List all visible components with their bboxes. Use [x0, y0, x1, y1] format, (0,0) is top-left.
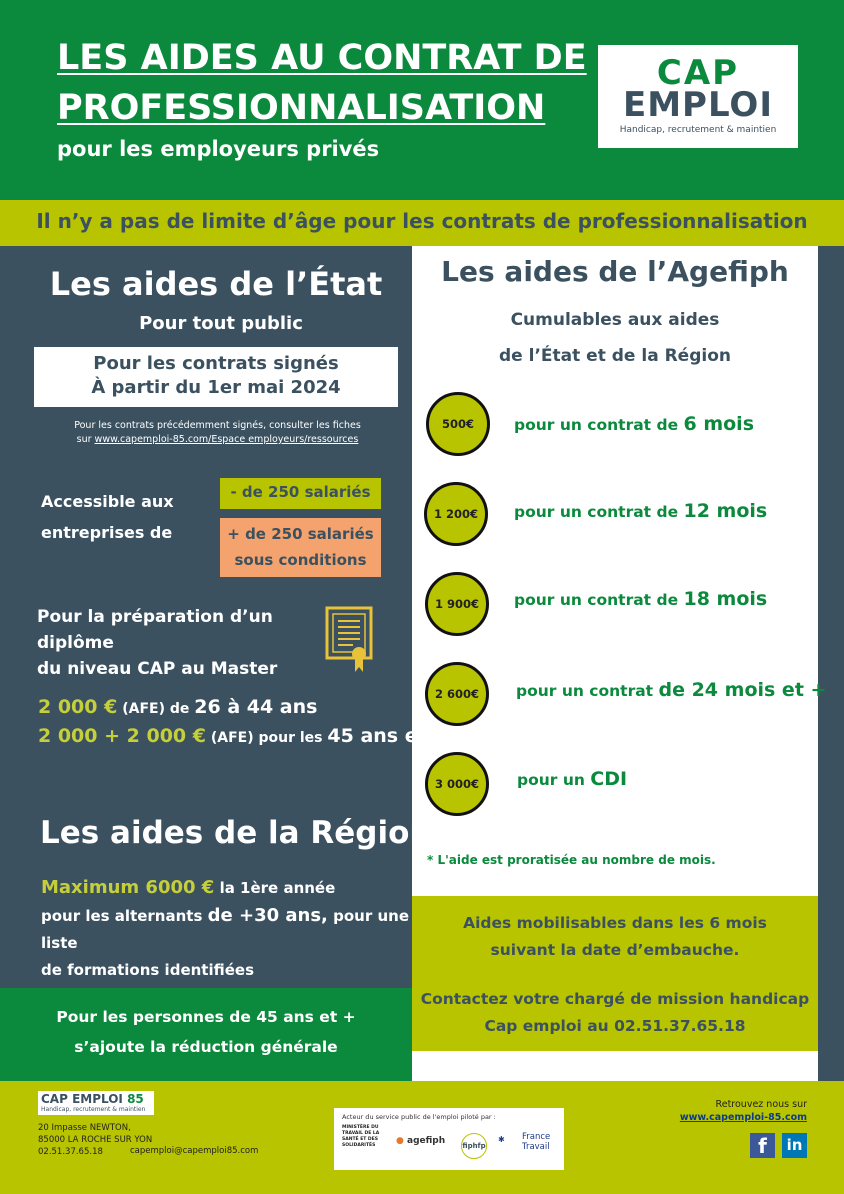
age-banner-text: Il n’y a pas de limite d’âge pour les contrats de professionnalisation	[36, 209, 808, 233]
etat-note	[40, 419, 395, 447]
contact-line2: suivant la date d’embauche.	[490, 941, 740, 959]
agefiph-title: Les aides de l’Agefiph	[441, 255, 789, 288]
region-title: Les aides de la Région	[40, 815, 432, 851]
address-line2: 85000 LA ROCHE SUR YON	[38, 1135, 153, 1145]
reduction-line1: Pour les personnes de 45 ans et +	[56, 1008, 356, 1026]
afe-aid-26-44	[38, 696, 317, 718]
badge-large-companies	[220, 518, 381, 577]
aid-description	[517, 768, 627, 790]
france-travail-line1: France	[522, 1132, 551, 1142]
fiphfp-logo: fiphfp	[461, 1133, 487, 1159]
aid-description	[514, 413, 754, 435]
france-travail-mark-icon: ✱	[498, 1135, 505, 1144]
aid-duration: 18 mois	[683, 588, 768, 610]
facebook-icon[interactable]: f	[750, 1133, 775, 1158]
region-max-amount: Maximum 6000 €	[41, 877, 215, 898]
social-label: Retrouvez nous sur	[715, 1099, 807, 1110]
etat-note-line1: Pour les contrats précédemment signés, consulter les fiches	[74, 420, 361, 431]
page-subtitle: pour les employeurs privés	[57, 137, 380, 161]
etat-box-line1: Pour les contrats signés	[93, 353, 339, 374]
region-line2-suffix: pour une liste	[41, 907, 410, 952]
etat-note-prefix: sur	[76, 434, 95, 445]
cap-emploi-logo	[598, 45, 798, 148]
etat-title: Les aides de l’État	[49, 265, 383, 303]
agefiph-mark-icon: ●	[396, 1136, 404, 1146]
badge-large-line2: sous conditions	[234, 551, 367, 569]
logo-emploi-text: EMPLOI	[623, 85, 773, 125]
afe2-mid: pour les	[258, 730, 323, 746]
region-text	[41, 874, 411, 984]
aid-text: pour un contrat de	[514, 503, 679, 521]
aid-amount-circle: 1 900€	[425, 572, 489, 636]
spacer	[412, 1051, 818, 1081]
website-link[interactable]: www.capemploi-85.com	[679, 1112, 807, 1123]
partner-logos	[334, 1108, 564, 1170]
contact-line1: Aides mobilisables dans les 6 mois	[463, 914, 767, 932]
aid-amount-circle: 2 600€	[425, 662, 489, 726]
footer-email[interactable]: capemploi@capemploi85.com	[130, 1146, 259, 1156]
region-max-suffix: la 1ère année	[219, 879, 336, 897]
linkedin-icon[interactable]: in	[782, 1133, 807, 1158]
aid-duration: CDI	[590, 768, 628, 790]
afe2-tag: (AFE)	[210, 730, 254, 746]
aid-duration: 6 mois	[683, 413, 755, 435]
aid-description	[514, 588, 767, 610]
agefiph-logo	[396, 1136, 445, 1146]
footer-logo	[38, 1091, 154, 1115]
afe1-amount: 2 000 €	[38, 696, 118, 718]
afe2-amount: 2 000 + 2 000 €	[38, 725, 206, 747]
aid-duration: de 24 mois et +	[658, 679, 827, 701]
access-line1: Accessible aux	[41, 492, 174, 511]
prep-line2: du niveau CAP au Master	[37, 659, 278, 679]
afe1-range: 26 à 44 ans	[194, 696, 318, 718]
page-title-line1: LES AIDES AU CONTRAT DE	[57, 38, 587, 78]
aid-text: pour un contrat de	[514, 416, 679, 434]
region-line2-prefix: pour les alternants	[41, 907, 203, 925]
footer-logo-name: CAP EMPLOI	[41, 1092, 123, 1106]
region-line2-highlight: de +30 ans,	[207, 905, 328, 926]
agefiph-sub-line2: de l’État et de la Région	[499, 346, 731, 366]
access-line2: entreprises de	[41, 523, 173, 542]
badge-small-companies: - de 250 salariés	[220, 478, 381, 509]
logo-cap-text: CAP	[656, 53, 740, 93]
aid-text: pour un contrat de	[514, 591, 679, 609]
france-travail-logo	[522, 1132, 550, 1152]
diploma-icon	[325, 606, 373, 674]
badge-large-line1: + de 250 salariés	[227, 525, 374, 543]
afe-aid-45-plus	[38, 725, 449, 747]
diploma-preparation-text	[37, 604, 327, 682]
etat-box-line2: À partir du 1er mai 2024	[91, 377, 341, 398]
right-edge-strip	[818, 246, 844, 1081]
reduction-line2: s’ajoute la réduction générale	[74, 1038, 338, 1056]
aid-amount-circle: 3 000€	[425, 752, 489, 816]
page-title-line2: PROFESSIONNALISATION	[57, 88, 546, 128]
aid-duration: 12 mois	[683, 500, 768, 522]
logo-tagline: Handicap, recrutement & maintien	[619, 125, 777, 135]
aid-amount-circle: 500€	[426, 392, 490, 456]
afe1-tag: (AFE)	[122, 701, 165, 717]
ministry-logo: MINISTÈRE DU TRAVAIL DE LA SANTÉ ET DES SOLIDARITÉS	[342, 1125, 380, 1148]
aid-text: pour un contrat	[516, 682, 654, 700]
afe2-range: 45 ans et +	[327, 725, 450, 747]
contact-line3: Contactez votre chargé de mission handicap	[420, 990, 810, 1008]
prep-line1: Pour la préparation d’un diplôme	[37, 607, 273, 653]
reduction-text	[0, 1002, 412, 1062]
partners-heading: Acteur du service public de l'emploi piloté par :	[342, 1113, 496, 1121]
region-line3: de formations identifiées	[41, 961, 254, 979]
aid-description	[514, 500, 767, 522]
footer-logo-tagline: Handicap, recrutement & maintien	[41, 1106, 146, 1113]
agefiph-sub-line1: Cumulables aux aides	[510, 310, 720, 330]
footer-logo-number: 85	[127, 1092, 144, 1106]
etat-subtitle: Pour tout public	[139, 313, 303, 334]
resources-link[interactable]: www.capemploi-85.com/Espace employeurs/ressources	[94, 434, 359, 445]
etat-date-box	[34, 347, 398, 407]
contact-line4: Cap emploi au 02.51.37.65.18	[484, 1017, 746, 1035]
aid-description	[516, 679, 826, 701]
address-line1: 20 Impasse NEWTON,	[38, 1123, 131, 1133]
agefiph-logo-text: agefiph	[407, 1136, 446, 1146]
aid-amount-circle: 1 200€	[424, 482, 488, 546]
access-label	[41, 486, 211, 548]
aid-text: pour un	[517, 771, 585, 789]
footer-phone: 02.51.37.65.18	[38, 1147, 103, 1157]
proration-footnote: * L'aide est proratisée au nombre de mois.	[427, 853, 716, 867]
afe1-mid: de	[169, 701, 190, 717]
contact-box-text	[412, 910, 818, 1040]
agefiph-subtitle	[412, 302, 818, 374]
france-travail-line2: Travail	[522, 1142, 550, 1152]
